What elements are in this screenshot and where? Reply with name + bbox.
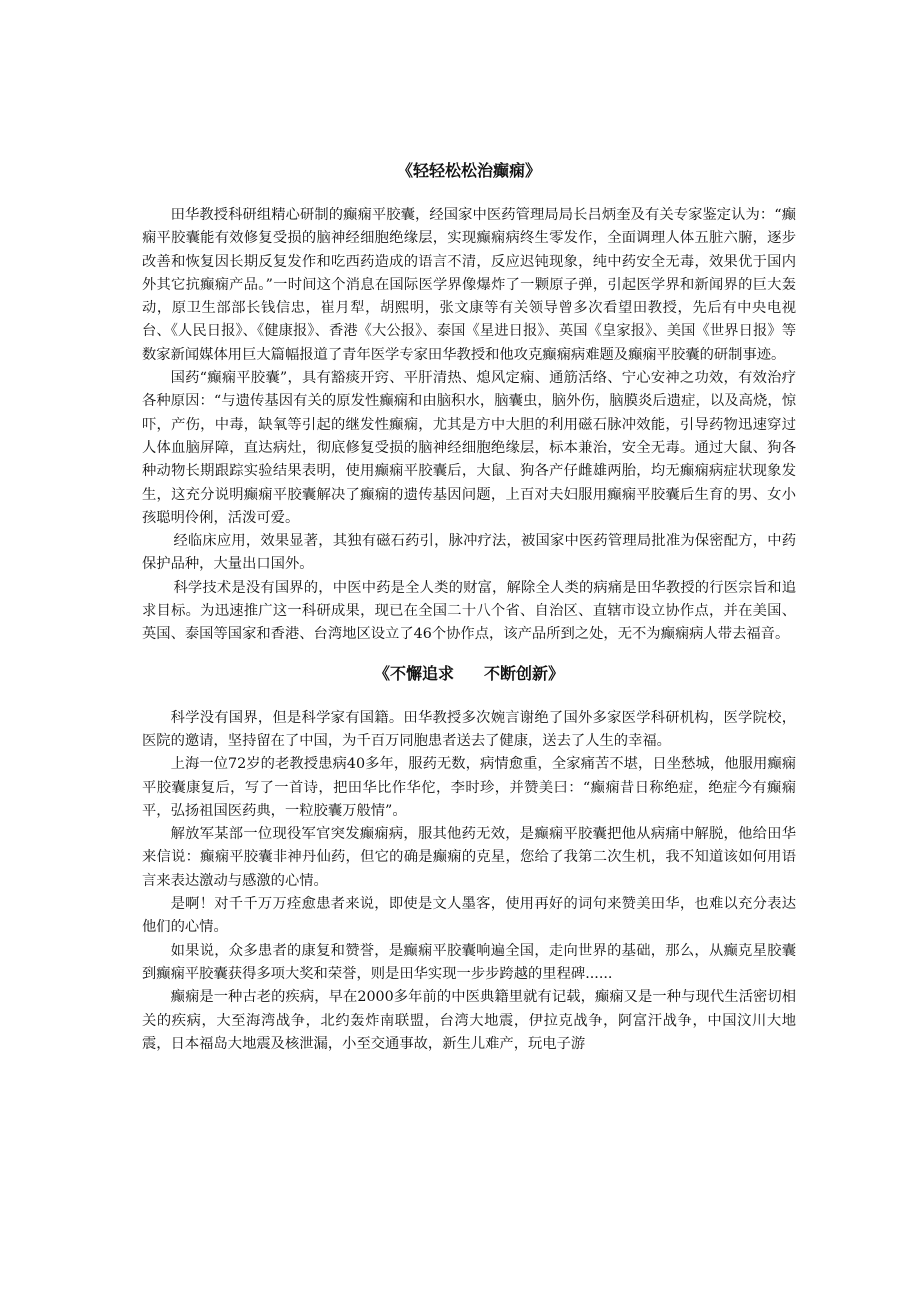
section-2-paragraph: 科学没有国界，但是科学家有国籍。田华教授多次婉言谢绝了国外多家医学科研机构，医学院校，医院的邀请，坚持留在了中国，为千百万同胞患者送去了健康，送去了人生的幸福。 bbox=[142, 709, 796, 749]
section-2-body bbox=[142, 707, 796, 1056]
section-1-paragraph: 经临床应用，效果显著，其独有磁石药引，脉冲疗法，被国家中医药管理局批准为保密配方，中药保护品种，大量出口国外。 bbox=[142, 533, 796, 573]
section-2-title-right: 不断创新》 bbox=[484, 663, 565, 683]
section-1-paragraph: 田华教授科研组精心研制的癫痫平胶囊，经国家中医药管理局局长吕炳奎及有关专家鉴定认为：“癫痫平胶囊能有效修复受损的脑神经细胞绝缘层，实现癫痫病终生零发作，全面调理人体五脏六腑，逐步改善和恢复因长期反复发作和吃西药造成的语言不清，反应迟钝现象，纯中药安全无毒，效果优于国内外其它抗癫痫产品。”一时间这个消息在国际医学界像爆炸了一颗原子弹，引起医学界和新闻界的巨大轰动，原卫生部部长钱信忠，崔月犁，胡熙明，张文康等有关领导曾多次看望田教授，先后有中央电视台、《人民日报》、《健康报》、香港《大公报》、泰国《星进日报》、英国《皇家报》、美国《世界日报》等数家新闻媒体用巨大篇幅报道了青年医学专家田华教授和他攻克癫痫病难题及癫痫平胶囊的研制事迹。 bbox=[142, 207, 796, 363]
section-1-paragraph: 国药“癫痫平胶囊”，具有豁痰开窍、平肝清热、熄风定痫、通筋活络、宁心安神之功效，有效治疗各种原因：“与遗传基因有关的原发性癫痫和由脑积水，脑囊虫，脑外伤，脑膜炎后遗症，以及高烧，惊吓，产伤，中毒，缺氧等引起的继发性癫痫，尤其是方中大胆的利用磁石脉冲效能，引导药物迅速穿过人体血脑屏障，直达病灶，彻底修复受损的脑神经细胞绝缘层，标本兼治，安全无毒。通过大鼠、狗各种动物长期跟踪实验结果表明，使用癫痫平胶囊后，大鼠、狗各产仔雌雄两胎，均无癫痫病症状现象发生，这充分说明癫痫平胶囊解决了癫痫的遗传基因问题，上百对夫妇服用癫痫平胶囊后生育的男、女小孩聪明伶俐，活泼可爱。 bbox=[142, 370, 796, 526]
document-page bbox=[142, 158, 796, 1056]
section-2-paragraph: 是啊！对千千万万痊愈患者来说，即使是文人墨客，使用再好的词句来赞美田华，也难以充分表达他们的心情。 bbox=[142, 896, 796, 936]
section-2-title-left: 《不懈追求 bbox=[373, 663, 454, 683]
section-2-paragraph: 解放军某部一位现役军官突发癫痫病，服其他药无效，是癫痫平胶囊把他从病痛中解脱，他给田华来信说：癫痫平胶囊非神丹仙药，但它的确是癫痫的克星，您给了我第二次生机，我不知道该如何用语言来表达激动与感激的心情。 bbox=[142, 826, 796, 889]
section-1-paragraph: 科学技术是没有国界的，中医中药是全人类的财富，解除全人类的病痛是田华教授的行医宗旨和追求目标。为迅速推广这一科研成果，现已在全国二十八个省、自治区、直辖市设立协作点，并在美国、英国、泰国等国家和香港、台湾地区设立了46个协作点，该产品所到之处，无不为癫痫病人带去福音。 bbox=[142, 579, 796, 643]
section-2-paragraph: 癫痫是一种古老的疾病，早在2000多年前的中医典籍里就有记载，癫痫又是一种与现代生活密切相关的疾病，大至海湾战争，北约轰炸南联盟，台湾大地震，伊拉克战争，阿富汗战争，中国汶川大地震，日本福岛大地震及核泄漏，小至交通事故，新生儿难产，玩电子游 bbox=[142, 989, 796, 1052]
section-1-title: 《轻轻松松治癫痫》 bbox=[396, 161, 541, 180]
section-1-body bbox=[142, 204, 796, 647]
section-2-paragraph: 如果说，众多患者的康复和赞誉，是癫痫平胶囊响遍全国，走向世界的基础，那么，从癫克星胶囊到癫痫平胶囊获得多项大奖和荣誉，则是田华实现一步步跨越的里程碑...... bbox=[142, 942, 796, 982]
section-2-title bbox=[142, 661, 796, 687]
section-2-paragraph: 上海一位72岁的老教授患病40多年，服药无数，病情愈重，全家痛苦不堪，日坐愁城，他服用癫痫平胶囊康复后，写了一首诗，把田华比作华佗，李时珍，并赞美曰：“癫痫昔日称绝症，绝症今有癫痫平，弘扬祖国医药典，一粒胶囊万般情”。 bbox=[142, 756, 796, 819]
